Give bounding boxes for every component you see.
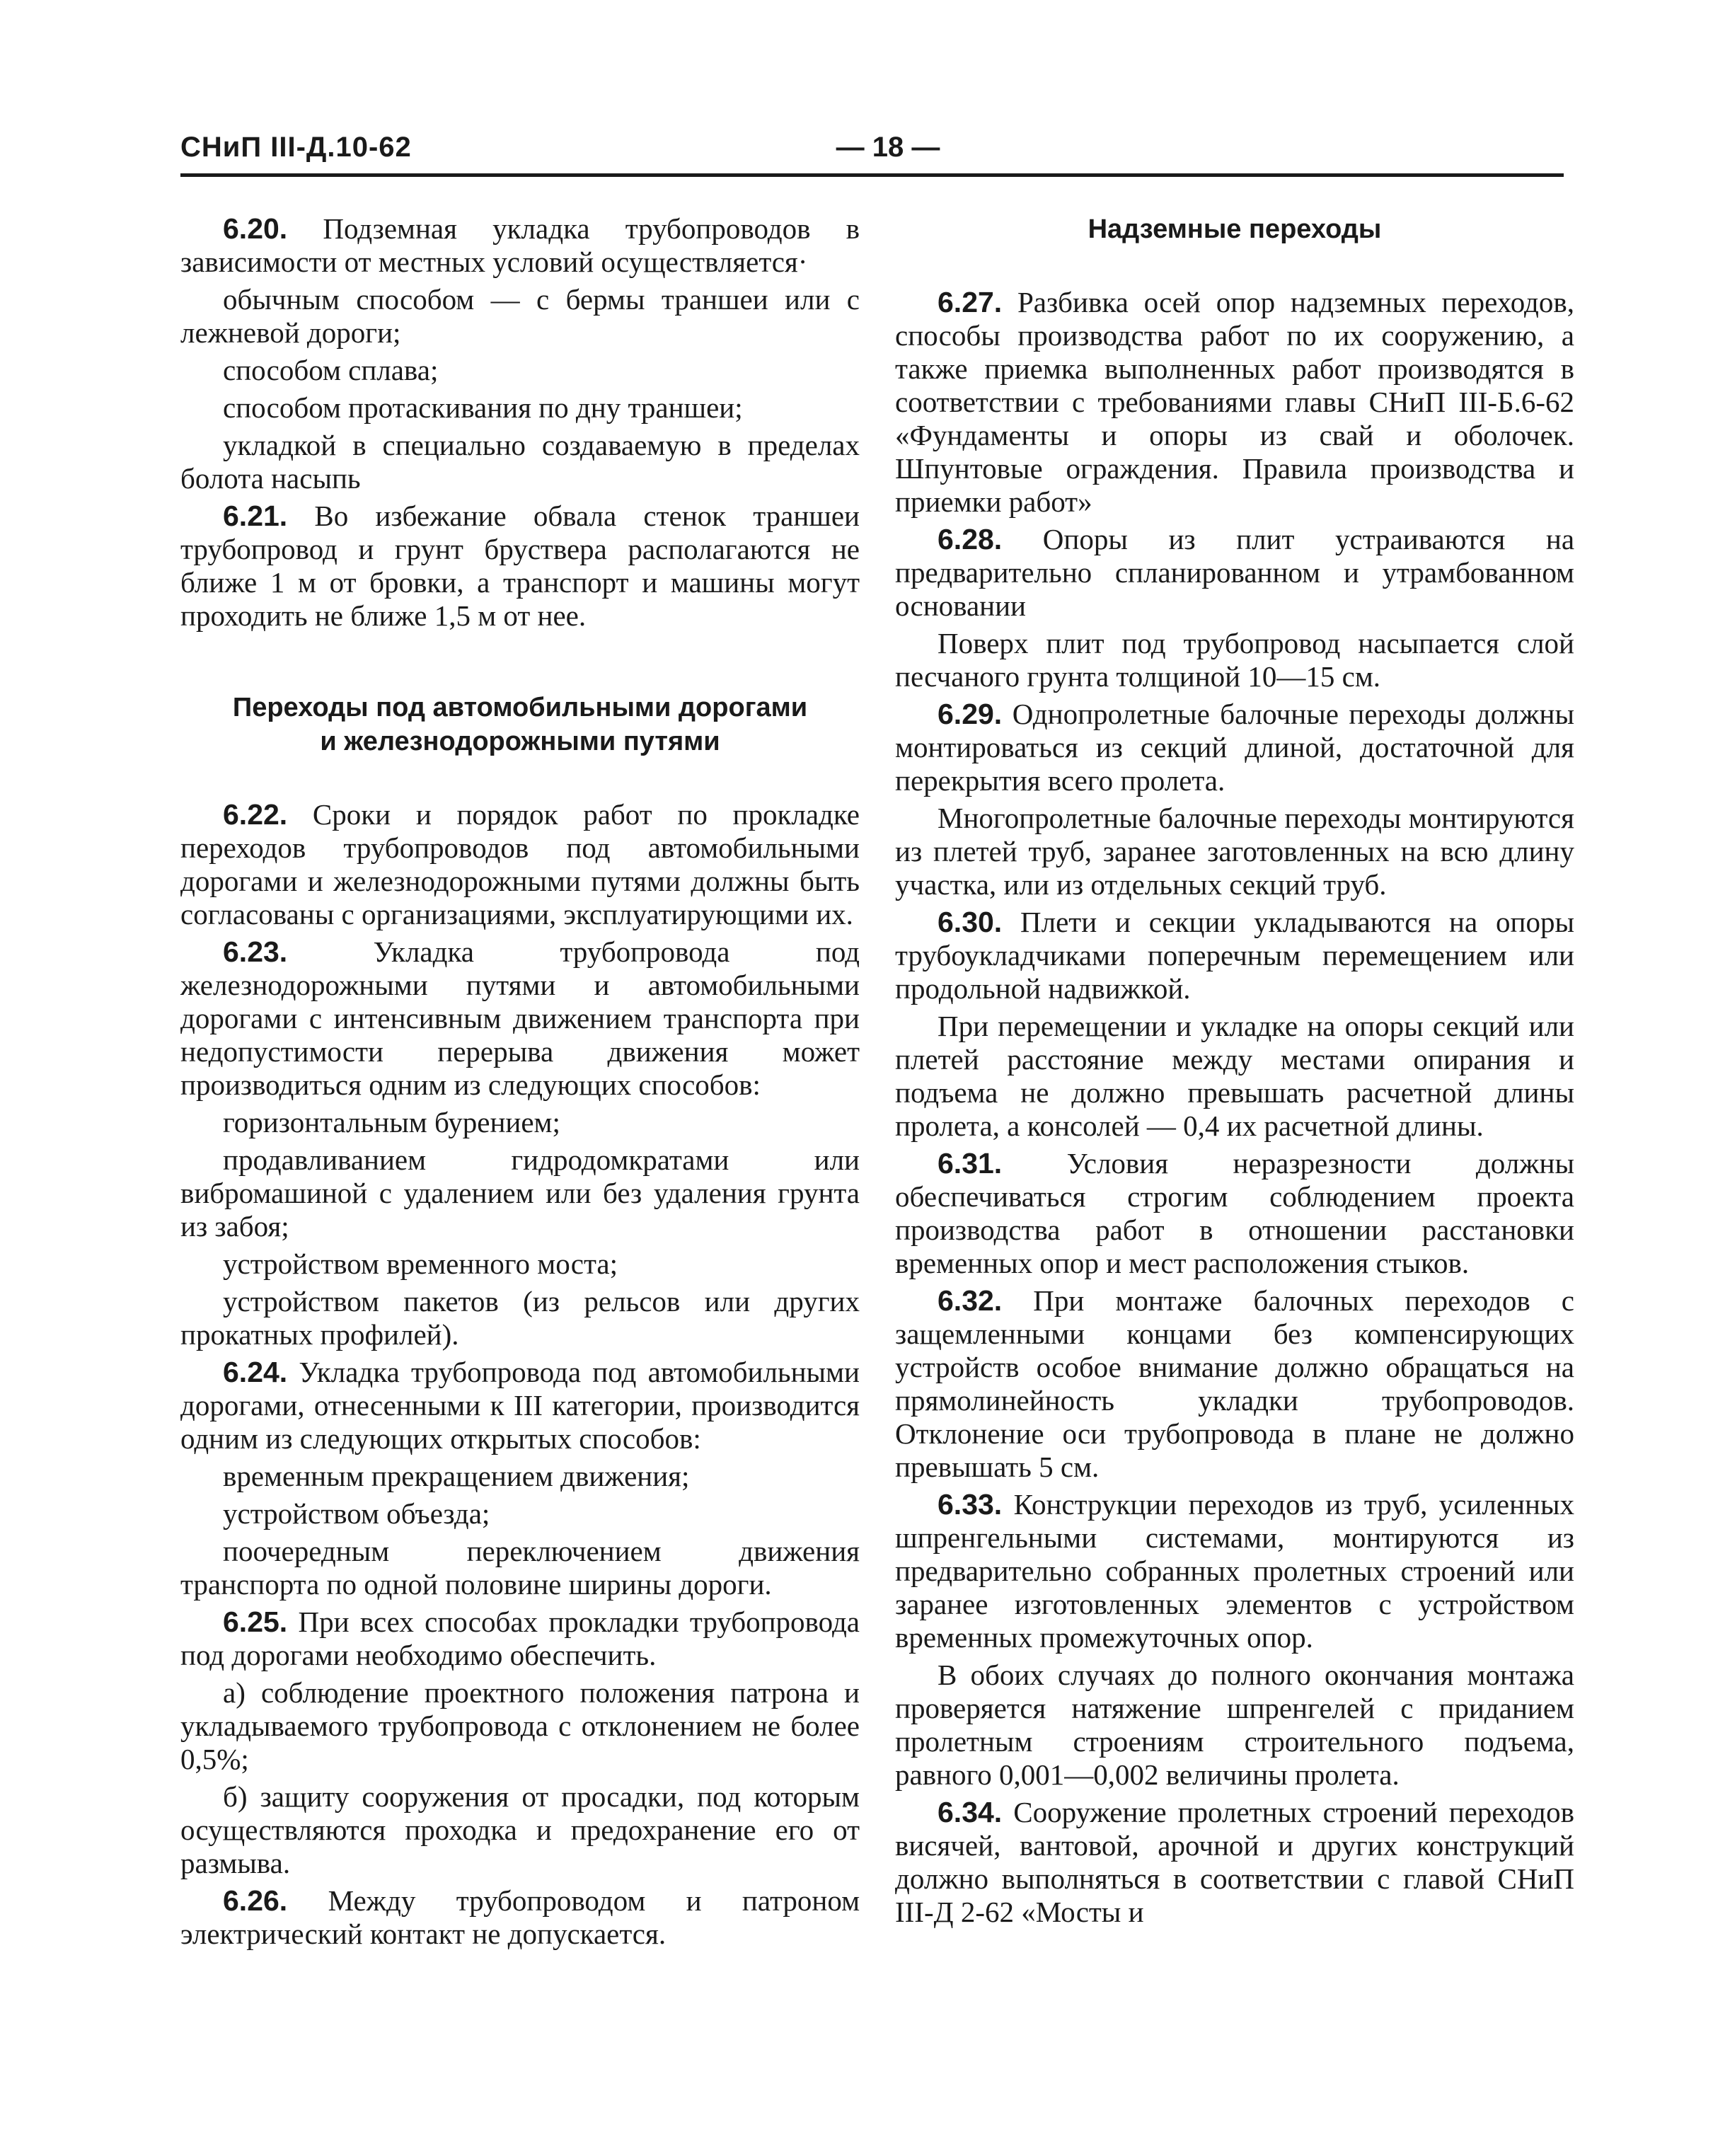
clause-number: 6.32. (938, 1284, 1003, 1317)
list-item: способом сплава; (223, 354, 439, 386)
clause-6-27 (895, 286, 1574, 519)
clause-number: 6.20. (223, 212, 288, 245)
clause-text: Сооружение пролетных строений переходов висячей, вантовой, арочной и других конструкций должно выполняться в соответствии с главой СНиП III-Д 2-62 «Мосты и (895, 1796, 1574, 1928)
section-heading-crossings-under-roads (180, 691, 860, 759)
page-header (180, 127, 1564, 177)
clause-6-24 (180, 1356, 860, 1455)
list-item: б) защиту сооружения от просадки, под которым осуществляются проходка и предохранение его от размыва. (180, 1780, 860, 1879)
clause-text: Разбивка осей опор надземных переходов, способы производства работ по их сооружению, а также приемка выполненных работ производятся в соответствии с требованиями главы СНиП III-Б.6-62 «Фундаменты и опоры из свай и оболочек. Шпунтовые ограждения. Правила производства и приемки работ» (895, 286, 1574, 518)
list-item: временным прекращением движения; (223, 1460, 690, 1492)
clause-6-29 (895, 698, 1574, 797)
clause-6-26 (180, 1884, 860, 1951)
list-item: устройством объезда; (223, 1497, 490, 1530)
clause-6-25 (180, 1606, 860, 1672)
clause-text: Опоры из плит устраиваются на предварительно спланированном и утрамбованном основании (895, 523, 1575, 622)
clause-6-23 (180, 935, 860, 1102)
paragraph: При перемещении и укладке на опоры секций или плетей расстояние между местами опирания и подъема не должно превышать расчетной длины пролета, а консолей — 0,4 их расчетной длины. (895, 1010, 1574, 1142)
clause-number: 6.23. (223, 935, 288, 968)
left-column (180, 212, 860, 1955)
clause-number: 6.30. (938, 906, 1003, 938)
clause-6-22 (180, 798, 860, 931)
list-item: поочередным переключением движения транспорта по одной половине ширины дороги. (180, 1535, 860, 1601)
clause-number: 6.27. (938, 286, 1003, 318)
section-heading-overhead-crossings: Надземные переходы (1088, 214, 1382, 244)
list-item: продавливанием гидродомкратами или вибромашиной с удалением или без удаления грунта из забоя; (180, 1143, 860, 1243)
clause-text: При всех способах прокладки трубопровода под дорогами необходимо обеспечить. (180, 1606, 860, 1671)
list-item: устройством временного моста; (223, 1247, 618, 1280)
clause-text: Во избежание обвала стенок траншеи трубопровод и грунт бруствера располагаются не ближе 1 м от бровки, а транспорт и машины могут проходить не ближе 1,5 м от нее. (180, 500, 860, 632)
clause-number: 6.29. (938, 698, 1003, 730)
clause-number: 6.31. (938, 1147, 1003, 1180)
list-item: обычным способом — с бермы траншеи или с лежневой дороги; (180, 283, 860, 349)
spacer (180, 637, 860, 691)
clause-number: 6.24. (223, 1356, 288, 1388)
clause-number: 6.21. (223, 500, 288, 532)
clause-text: Условия неразрезности должны обеспечиваться строгим соблюдением проекта производства работ в отношении расстановки временных опор и мест расположения стыков. (895, 1147, 1575, 1279)
clause-text: Конструкции переходов из труб, усиленных шпренгельными системами, монтируются из предварительно собранных пролетных строений или заранее изготовленных элементов с устройством временных промежуточных опор. (895, 1488, 1575, 1654)
clause-text: При монтаже балочных переходов с защемленными концами без компенсирующих устройств особое внимание должно обращаться на прямолинейность укладки трубопроводов. Отклонение оси трубопровода в плане не должно превышать 5 см. (895, 1284, 1575, 1483)
clause-6-30 (895, 906, 1574, 1005)
clause-6-20 (180, 212, 860, 279)
clause-text: Укладка трубопровода под железнодорожными путями и автомобильными дорогами с интенсивным движением транспорта при недопустимости перерыва движения может производиться одним из следующих способов: (180, 935, 860, 1101)
paragraph: Поверх плит под трубопровод насыпается слой песчаного грунта толщиной 10—15 см. (895, 627, 1574, 693)
clause-6-34 (895, 1796, 1574, 1929)
clause-text: Сроки и порядок работ по прокладке переходов трубопроводов под автомобильными дорогами и железнодорожными путями должны быть согласованы с организациями, эксплуатирующими их. (180, 798, 860, 930)
clause-text: Однопролетные балочные переходы должны монтироваться из секций длиной, достаточной для перекрытия всего пролета. (895, 698, 1575, 797)
list-item: а) соблюдение проектного положения патрона и укладываемого трубопровода с отклонением не более 0,5%; (180, 1676, 860, 1775)
clause-6-32 (895, 1284, 1574, 1484)
clause-number: 6.22. (223, 798, 288, 831)
clause-6-33 (895, 1488, 1574, 1654)
page-number: — 18 — (836, 132, 940, 163)
clause-number: 6.28. (938, 523, 1003, 555)
clause-number: 6.34. (938, 1796, 1003, 1828)
list-item: устройством пакетов (из рельсов или других прокатных профилей). (180, 1285, 860, 1351)
clause-text: Между трубопроводом и патроном электрический контакт не допускается. (180, 1884, 860, 1950)
clause-number: 6.25. (223, 1606, 288, 1638)
list-item: горизонтальным бурением; (223, 1106, 560, 1138)
list-item: укладкой в специально создаваемую в пределах болота насыпь (180, 429, 860, 495)
clause-6-28 (895, 523, 1574, 623)
paragraph: Многопролетные балочные переходы монтируются из плетей труб, заранее заготовленных на всю длину участка, или из отдельных секций труб. (895, 802, 1574, 901)
clause-6-31 (895, 1147, 1574, 1280)
list-item: способом протаскивания по дну траншеи; (223, 391, 743, 424)
clause-6-21 (180, 500, 860, 633)
section-heading-line: Переходы под автомобильными дорогами (232, 693, 808, 722)
paragraph: В обоих случаях до полного окончания монтажа проверяется натяжение шпренгелей с приданием пролетным строениям строительного подъема, равного 0,001—0,002 величины пролета. (895, 1659, 1574, 1791)
section-heading-line: и железнодорожными путями (320, 727, 720, 756)
clause-number: 6.26. (223, 1884, 288, 1917)
clause-text: Плети и секции укладываются на опоры трубоукладчиками поперечным перемещением или продольной надвижкой. (895, 906, 1575, 1005)
header-rule (180, 173, 1564, 177)
clause-text: Укладка трубопровода под автомобильными дорогами, отнесенными к III категории, производится одним из следующих открытых способов: (180, 1356, 860, 1455)
document-code: СНиП III-Д.10-62 (180, 132, 412, 163)
right-column (895, 212, 1574, 1933)
clause-text: Подземная укладка трубопроводов в зависимости от местных условий осуществляется· (180, 212, 860, 278)
clause-number: 6.33. (938, 1488, 1003, 1521)
